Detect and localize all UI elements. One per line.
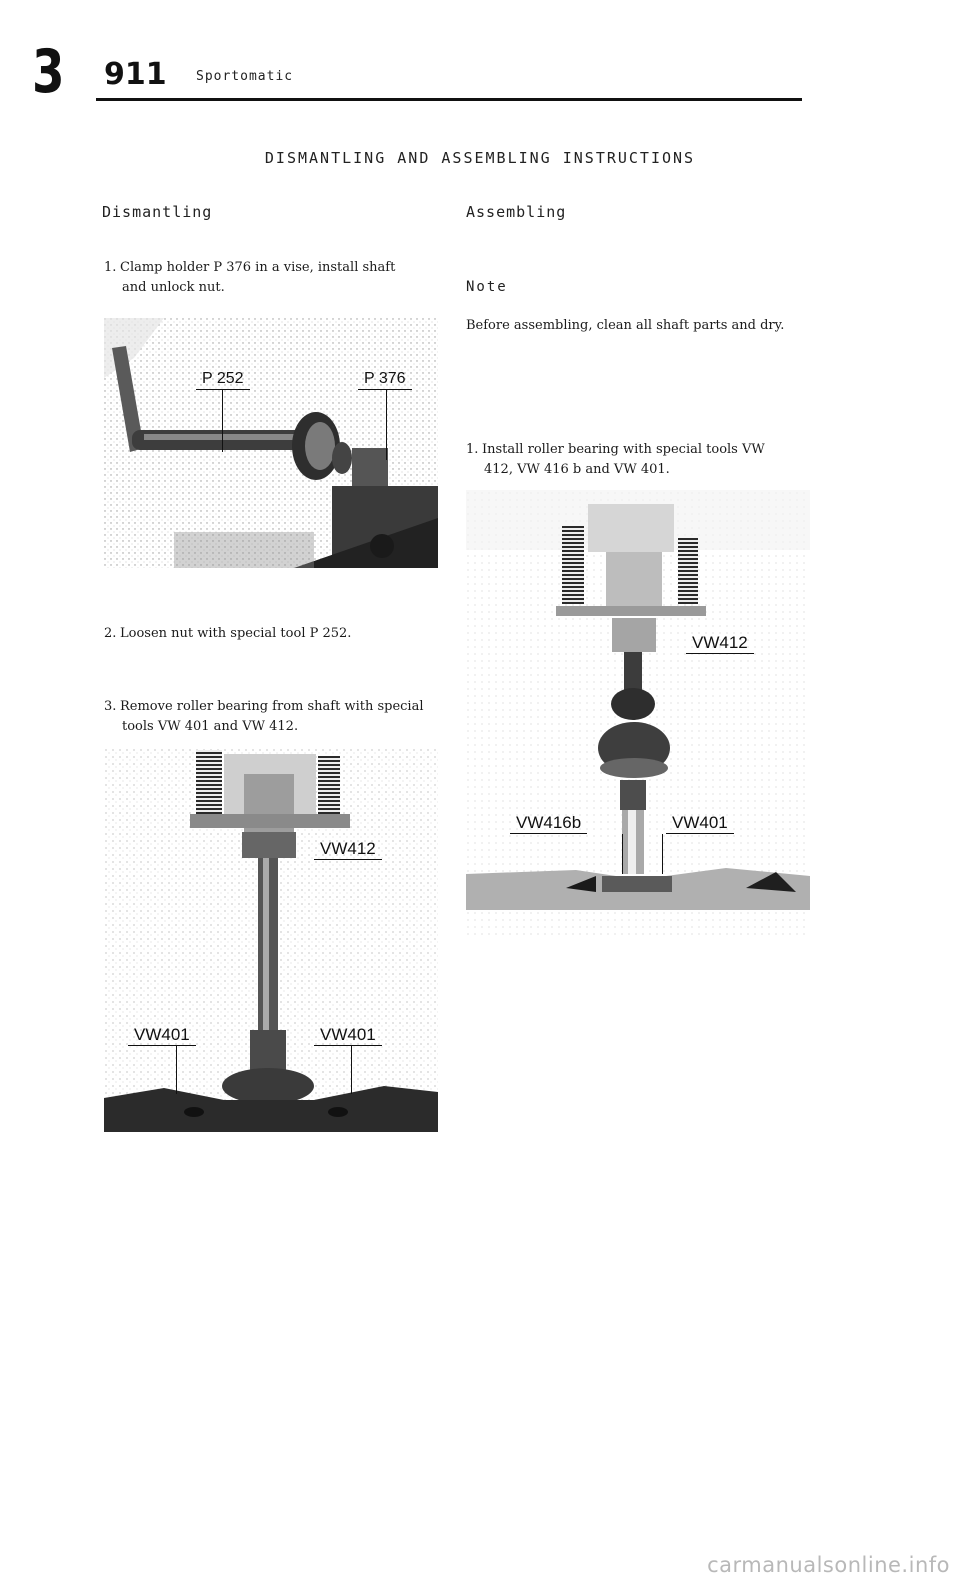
photo-holder-shaft-image (104, 318, 438, 568)
step-text-line1: Clamp holder P 376 in a vise, install shaft (120, 260, 396, 275)
leader-line (351, 1046, 352, 1094)
step-number: 3. (104, 699, 117, 714)
step-text-line1: Install roller bearing with special tools VW (482, 442, 765, 457)
tool-label-vw416b: VW416b (510, 814, 587, 834)
step-text-line1: Loosen nut with special tool P 252. (120, 626, 352, 641)
step-text-line2: tools VW 401 and VW 412. (122, 719, 299, 734)
header-rule (96, 98, 802, 101)
photo-holder-shaft (104, 318, 438, 568)
photo-remove-bearing (104, 748, 438, 1132)
dismantling-heading: Dismantling (102, 203, 213, 221)
tool-label-vw401: VW401 (666, 814, 734, 834)
note-text: Before assembling, clean all shaft parts and dry. (466, 318, 785, 333)
leader-line (386, 390, 387, 460)
model-number: 911 (104, 57, 167, 92)
page-title: DISMANTLING AND ASSEMBLING INSTRUCTIONS (264, 149, 696, 167)
photo-install-bearing (466, 490, 810, 938)
leader-line (662, 834, 663, 874)
tool-label-vw401-left: VW401 (128, 1026, 196, 1046)
note-heading: Note (466, 279, 508, 295)
dismantling-step-2 (104, 624, 351, 644)
step-text-line2: 412, VW 416 b and VW 401. (484, 462, 670, 477)
leader-line (176, 1046, 177, 1094)
assembling-step-1 (466, 440, 765, 480)
step-number: 1. (466, 442, 479, 457)
step-text-line1: Remove roller bearing from shaft with special (120, 699, 424, 714)
chapter-number: 3 (32, 37, 65, 107)
dismantling-step-3 (104, 697, 424, 737)
dismantling-step-1 (104, 258, 395, 298)
photo-install-bearing-image (466, 490, 810, 938)
leader-line (622, 834, 623, 874)
step-number: 2. (104, 626, 117, 641)
tool-label-vw401-right: VW401 (314, 1026, 382, 1046)
section-subject: Sportomatic (196, 69, 294, 84)
tool-label-vw412: VW412 (686, 634, 754, 654)
assembling-heading: Assembling (466, 203, 567, 221)
leader-line (222, 390, 223, 452)
tool-label-vw412: VW412 (314, 840, 382, 860)
photo-remove-bearing-image (104, 748, 438, 1132)
step-number: 1. (104, 260, 117, 275)
watermark: carmanualsonline.info (707, 1553, 950, 1577)
tool-label-p376: P 376 (358, 370, 412, 390)
step-text-line2: and unlock nut. (122, 280, 225, 295)
tool-label-p252: P 252 (196, 370, 250, 390)
